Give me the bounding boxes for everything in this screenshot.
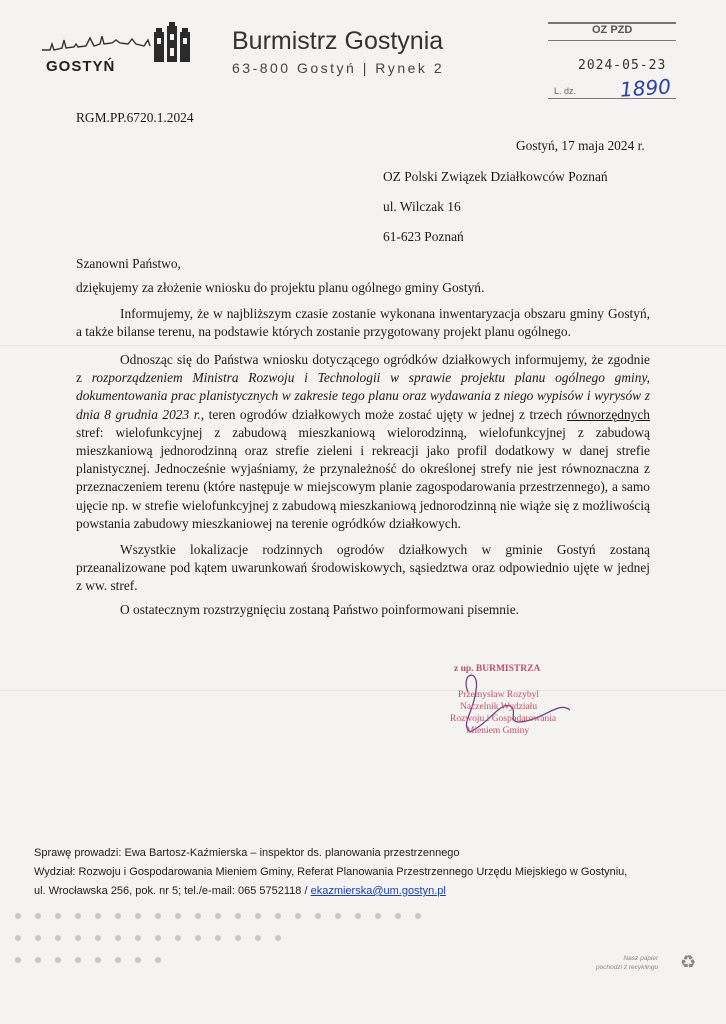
regulation-citation: rozporządzeniem Ministra Rozwoju i Technologii w sprawie projektu planu ogólnego gminy, dokumentowania prac planistycznych w zakresie tego planu oraz wydawania z niego wypisów i wyrysów z dnia 8 grudnia 2023 r. bbox=[76, 370, 650, 422]
paragraph-thanks: dziękujemy za złożenie wniosku do projektu planu ogólnego gminy Gostyń. bbox=[76, 280, 485, 295]
stamp-handwritten-number: 1890 bbox=[619, 74, 672, 102]
header-address: 63-800 Gostyń | Rynek 2 bbox=[232, 60, 445, 76]
signature-line-4: Rozwoju i Gospodarowania bbox=[450, 714, 557, 724]
recipient-street: ul. Wilczak 16 bbox=[383, 199, 461, 214]
stamp-ldz-label: L. dz. bbox=[554, 86, 577, 96]
recipient-city: 61-623 Poznań bbox=[383, 229, 464, 244]
signature-line-1: z up. BURMISTRZA bbox=[454, 664, 541, 674]
footer-contact bbox=[34, 885, 446, 897]
salutation: Szanowni Państwo, bbox=[76, 256, 181, 271]
signature-stamp bbox=[440, 662, 590, 742]
paragraph-zones-text: , teren ogrodów działkowych może zostać ujęty w jednej z trzech bbox=[200, 406, 567, 422]
logo-wordmark: GOSTYŃ bbox=[46, 58, 116, 75]
stamp-date: 2024-05-23 bbox=[578, 58, 667, 73]
reference-number: RGM.PP.6720.1.2024 bbox=[76, 110, 194, 125]
recipient-name: OZ Polski Związek Działkowców Poznań bbox=[383, 169, 608, 184]
paragraph-closing: O ostatecznym rozstrzygnięciu zostaną Państwo poinformowani pisemnie. bbox=[120, 602, 520, 617]
signature-line-5: Mieniem Gminy bbox=[466, 726, 530, 736]
paragraph-zones-text: stref: wielofunkcyjnej z zabudową mieszkaniową wielorodzinną, wielofunkcyjnej z zabudową mieszkaniową jednorodzinną oraz strefie zieleni i rekreacji jako profil dodatkowy w danej strefie planistycznej. Jednocześnie wyjaśniamy, że przynależność do określonej strefy nie jest równoznaczna z przeznaczeniem terenu (które następuje w miejscowym planie zagospodarowania przestrzennego), a samo ujęcie np. w strefie wielofunkcyjnej z zabudową mieszkaniową jednorodzinną nie wiąże się z możliwością powstania zabudowy mieszkaniowej na terenie ogródków działkowych. bbox=[76, 424, 650, 531]
eco-line-1: Nasz papier bbox=[623, 955, 659, 962]
receipt-stamp bbox=[548, 22, 676, 106]
paragraph-inventory: Informujemy, że w najbliższym czasie zostanie wykonana inwentaryzacja obszaru gminy Gostyń, a także bilanse terenu, na podstawie których zostanie przygotowany projekt planu ogólnego. bbox=[76, 306, 650, 340]
underlined-term: równorzędnych bbox=[566, 406, 650, 422]
paragraph-locations: Wszystkie lokalizacje rodzinnych ogrodów działkowych w gminie Gostyń zostaną przeanalizowane pod kątem uwarunkowań środowiskowych, sąsiedztwa oraz odpowiednio ujęte w jednej z ww. stref. bbox=[76, 542, 650, 594]
footer-department: Wydział: Rozwoju i Gospodarowania Mieniem Gminy, Referat Planowania Przestrzennego Urzędu Miejskiego w Gostyniu, bbox=[34, 866, 628, 878]
recycle-icon: ♻ bbox=[680, 952, 697, 972]
header-title: Burmistrz Gostynia bbox=[232, 27, 444, 55]
paragraph-zones bbox=[76, 351, 650, 533]
signature-line-2: Przemysław Rozybyl bbox=[458, 690, 540, 700]
place-date: Gostyń, 17 maja 2024 r. bbox=[516, 138, 645, 153]
paragraph-zones-text: Odnosząc się do Państwa wniosku dotyczącego ogródków działkowych informujemy, że zgodnie z bbox=[76, 352, 650, 386]
eco-line-2: pochodzi z recyklingu bbox=[596, 964, 659, 971]
footer-contact-text: ul. Wrocławska 256, pok. nr 5; tel./e-mail: 065 5752118 / bbox=[34, 885, 311, 897]
recycled-paper-note bbox=[596, 954, 658, 972]
paper-fold bbox=[0, 690, 726, 691]
decorative-dot-pattern bbox=[12, 912, 432, 972]
signature-line-3: Naczelnik Wydziału bbox=[460, 702, 538, 712]
email-link[interactable]: ekazmierska@um.gostyn.pl bbox=[310, 885, 446, 897]
footer-case-handler: Sprawę prowadzi: Ewa Bartosz-Kaźmierska – inspektor ds. planowania przestrzennego bbox=[34, 847, 460, 859]
paper-fold bbox=[0, 345, 726, 346]
stamp-org: OZ PZD bbox=[592, 24, 633, 36]
